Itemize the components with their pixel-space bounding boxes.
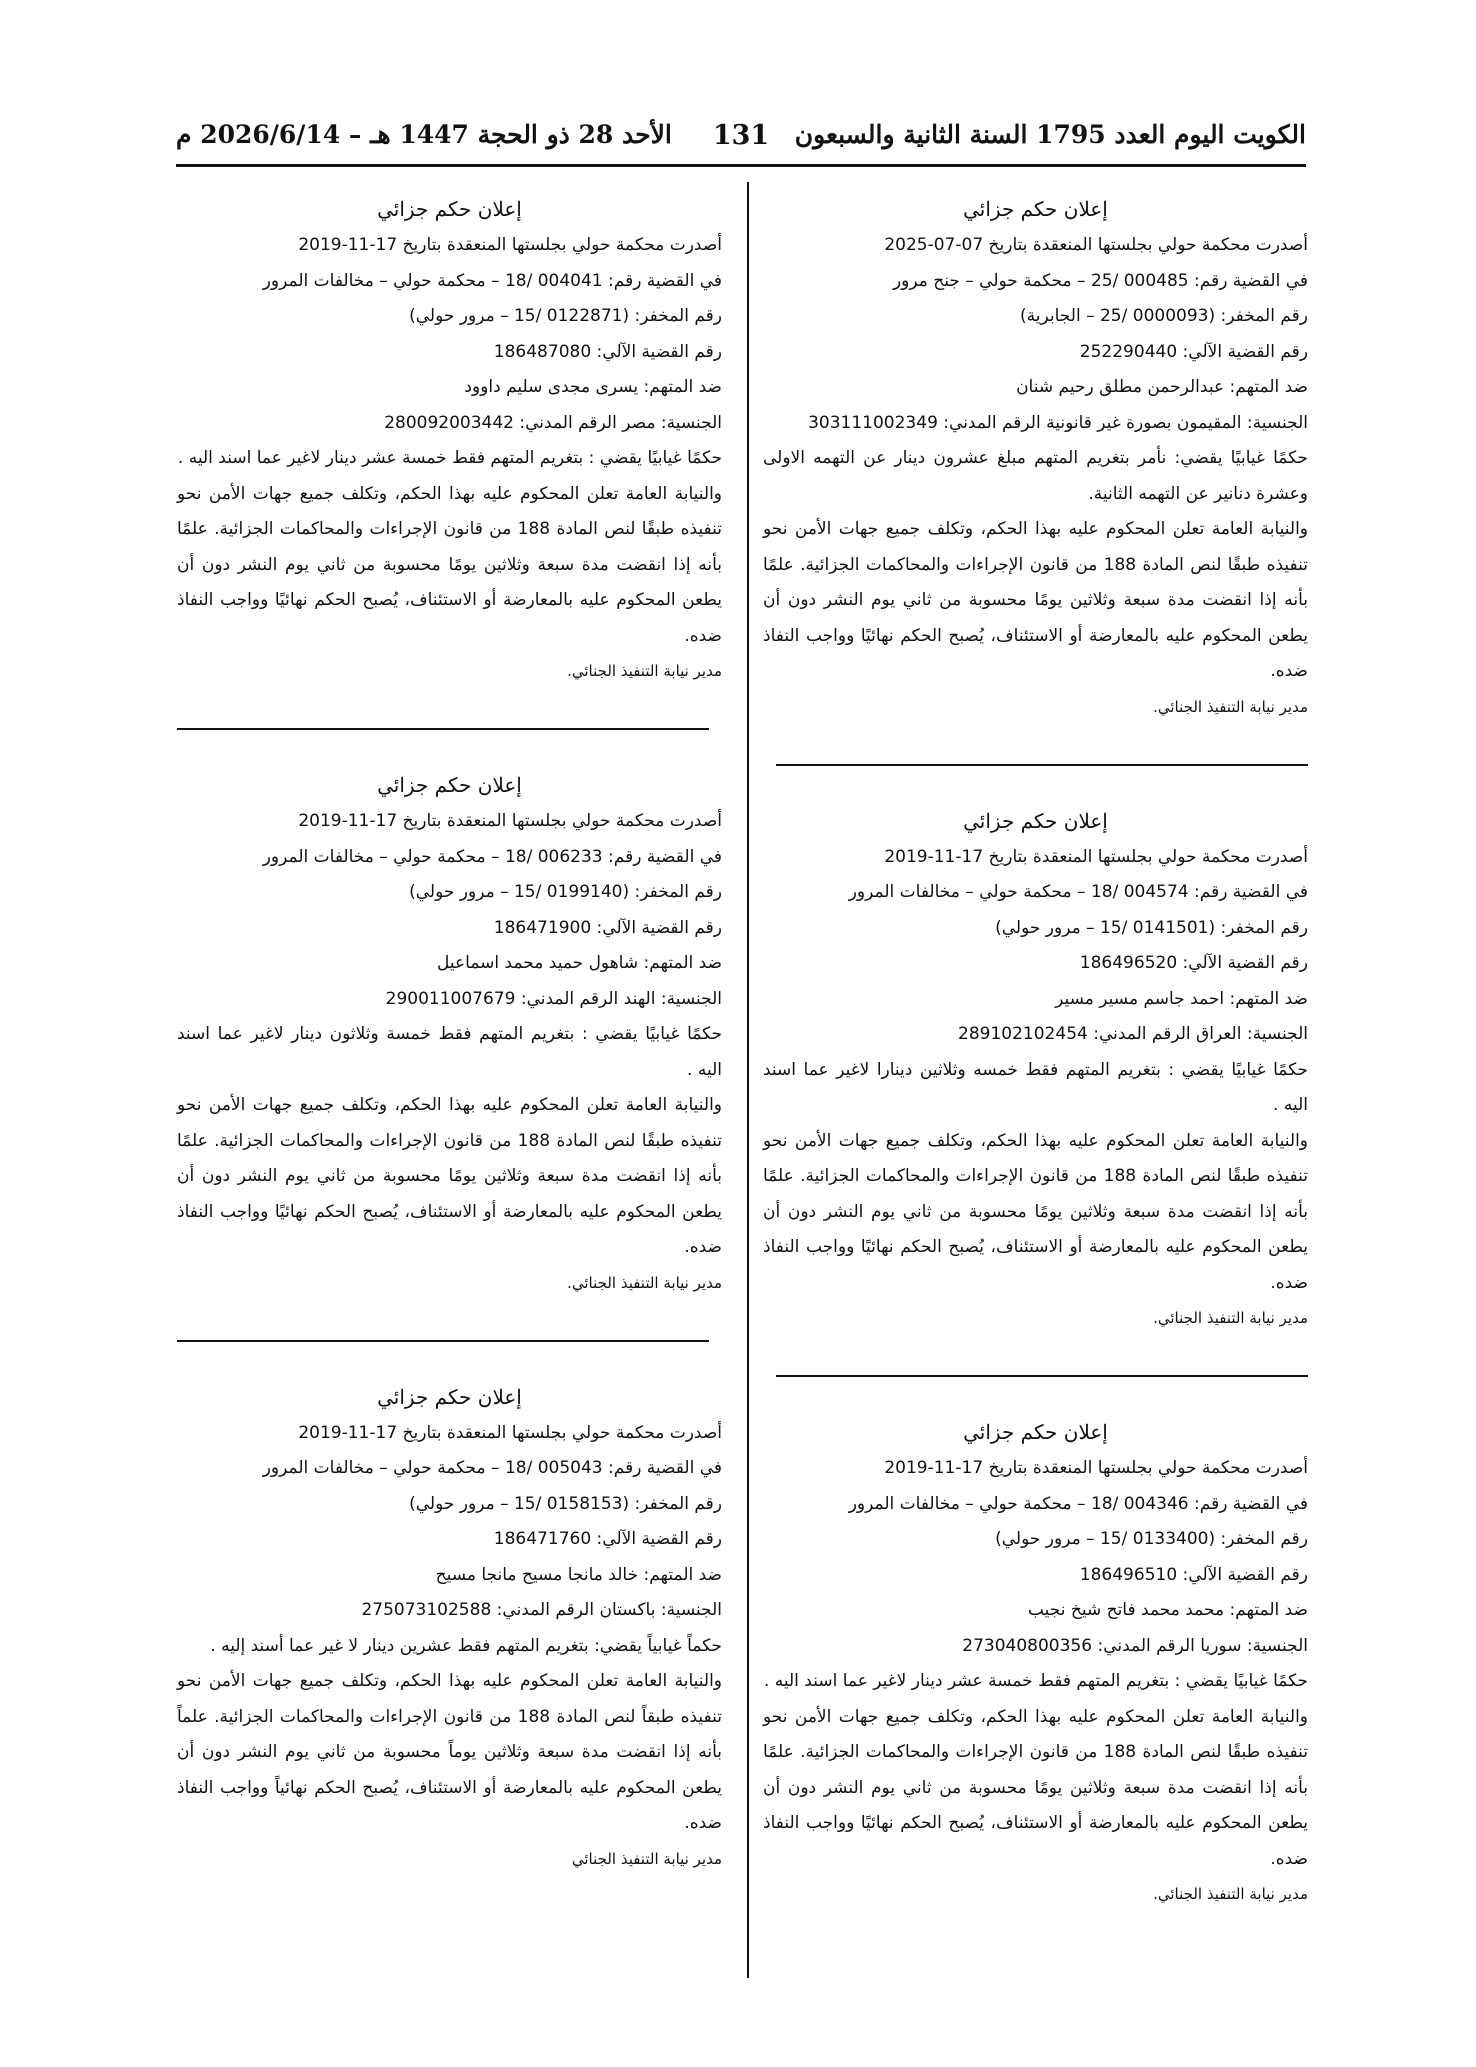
notice-signature: مدير نيابة التنفيذ الجنائي. [1153, 697, 1308, 716]
notice-line: في القضية رقم: 005043 /18 – محكمة حولي – مخالفات المرور [262, 1458, 722, 1478]
notice [177, 1378, 722, 1876]
notice-paragraph: حكمًا غيابيًا يقضي : بتغريم المتهم فقط خمسه وثلاثين دينارا لاغير عما اسند اليه . [763, 1059, 1308, 1115]
notice-line: رقم المخفر: (0199140 /15 – مرور حولي) [409, 882, 722, 902]
notice-line: في القضية رقم: 004574 /18 – محكمة حولي – مخالفات المرور [848, 882, 1308, 902]
notice-line: أصدرت محكمة حولي بجلستها المنعقدة بتاريخ 07-07-2025 [884, 235, 1308, 255]
notice-line: رقم القضية الآلي: 186471900 [493, 917, 722, 938]
notice-separator [776, 764, 1308, 766]
notice-line: الجنسية: الهند الرقم المدني: 290011007679 [385, 988, 722, 1009]
notice-line: أصدرت محكمة حولي بجلستها المنعقدة بتاريخ 17-11-2019 [298, 1422, 722, 1443]
notice-line: ضد المتهم: عبدالرحمن مطلق رحيم شنان [1016, 377, 1308, 397]
notice-signature: مدير نيابة التنفيذ الجنائي. [1153, 1885, 1308, 1903]
notice-title: إعلان حكم جزائي [377, 773, 522, 797]
notice-line: في القضية رقم: 006233 /18 – محكمة حولي – مخالفات المرور [262, 846, 722, 867]
notice-line: أصدرت محكمة حولي بجلستها المنعقدة بتاريخ 17-11-2019 [298, 811, 722, 831]
notice-line: في القضية رقم: 000485 /25 – محكمة حولي – جنح مرور [892, 270, 1308, 291]
notice-separator [776, 1375, 1308, 1377]
notice-line: الجنسية: سوريا الرقم المدني: 273040800356 [962, 1635, 1308, 1656]
notice-line: رقم المخفر: (0133400 /15 – مرور حولي) [995, 1529, 1308, 1549]
notice-line: ضد المتهم: احمد جاسم مسير مسير [1055, 988, 1308, 1009]
notice-paragraph: حكمًا غيابيًا يقضي: نأمر بتغريم المتهم مبلغ عشرون دينار عن التهمه الاولى وعشرة دنانير عن التهمه الثانية. [763, 448, 1308, 504]
notice-line: أصدرت محكمة حولي بجلستها المنعقدة بتاريخ 17-11-2019 [884, 1458, 1308, 1478]
notice-line: ضد المتهم: شاهول حميد محمد اسماعيل [437, 953, 722, 973]
notice-signature: مدير نيابة التنفيذ الجنائي. [1153, 1309, 1308, 1327]
notice [177, 766, 722, 1300]
notice-line: رقم المخفر: (0158153 /15 – مرور حولي) [409, 1493, 722, 1514]
notice-title: إعلان حكم جزائي [377, 197, 522, 221]
notice-paragraph: حكمًا غيابيًا يقضي : بتغريم المتهم فقط خمسة وثلاثون دينار لاغير عما اسند اليه . [177, 1024, 722, 1080]
page-header [176, 120, 1306, 160]
gazette-issue-info: الكويت اليوم العدد 1795 السنة الثانية والسبعون [794, 120, 1306, 149]
notice-line: رقم القضية الآلي: 186487080 [493, 341, 722, 362]
issue-date: الأحد 28 ذو الحجة 1447 هـ – 2026/6/14 م [176, 120, 672, 149]
notice-paragraph: حكمًا غيابيًا يقضي : بتغريم المتهم فقط خمسة عشر دينار لاغير عما اسند اليه . [177, 448, 722, 468]
notice-line: الجنسية: العراق الرقم المدني: 289102102454 [958, 1024, 1308, 1044]
page-number: 131 [712, 120, 770, 151]
notice-line: الجنسية: مصر الرقم المدني: 280092003442 [384, 412, 722, 433]
notice-paragraph: والنيابة العامة تعلن المحكوم عليه بهذا الحكم، وتكلف جميع جهات الأمن نحو تنفيذه طبقًا لنص المادة 188 من قانون الإجراءات والمحاكمات الجزائية. علمًا بأنه إذا انقضت مدة سبعة وثلاثين يومًا محسوبة من ثاني يوم النشر دون أن يطعن المحكوم عليه بالمعارضة أو الاستئناف، يُصبح الحكم نهائيًا وواجب النفاذ ضده. [763, 1130, 1308, 1293]
notice-separator [177, 728, 709, 730]
notice-line: أصدرت محكمة حولي بجلستها المنعقدة بتاريخ 17-11-2019 [298, 235, 722, 255]
notice-title: إعلان حكم جزائي [963, 197, 1108, 221]
notice-line: ضد المتهم: يسرى مجدى سليم داوود [464, 377, 722, 397]
notice-title: إعلان حكم جزائي [963, 1420, 1108, 1444]
left-column [177, 190, 722, 1876]
notice-paragraph: والنيابة العامة تعلن المحكوم عليه بهذا الحكم، وتكلف جميع جهات الأمن نحو تنفيذه طبقًا لنص المادة 188 من قانون الإجراءات والمحاكمات الجزائية. علمًا بأنه إذا انقضت مدة سبعة وثلاثين يومًا محسوبة من ثاني يوم النشر دون أن يطعن المحكوم عليه بالمعارضة أو الاستئناف، يُصبح الحكم نهائيًا وواجب النفاذ ضده. [763, 1706, 1308, 1869]
right-column [763, 190, 1308, 1911]
notice-line: ضد المتهم: خالد مانجا مسيح مانجا مسيح [435, 1564, 722, 1585]
notice-line: رقم القضية الآلي: 186496510 [1079, 1564, 1308, 1585]
notice [763, 1413, 1308, 1911]
notice-line: رقم القضية الآلي: 186496520 [1079, 953, 1308, 973]
notice-paragraph: والنيابة العامة تعلن المحكوم عليه بهذا الحكم، وتكلف جميع جهات الأمن نحو تنفيذه طبقًا لنص المادة 188 من قانون الإجراءات والمحاكمات الجزائية. علمًا بأنه إذا انقضت مدة سبعة وثلاثين يومًا محسوبة من ثاني يوم النشر دون أن يطعن المحكوم عليه بالمعارضة أو الاستئناف، يُصبح الحكم نهائيًا وواجب النفاذ ضده. [763, 519, 1308, 681]
notice-line: في القضية رقم: 004041 /18 – محكمة حولي – مخالفات المرور [262, 270, 722, 291]
notice-signature: مدير نيابة التنفيذ الجنائي. [567, 1273, 722, 1292]
notice-line: رقم المخفر: (0122871 /15 – مرور حولي) [409, 306, 722, 326]
notice-paragraph: حكمًا غيابيًا يقضي : بتغريم المتهم فقط خمسة عشر دينار لاغير عما اسند اليه . [763, 1671, 1308, 1691]
notice-line: الجنسية: باكستان الرقم المدني: 275073102588 [361, 1600, 722, 1620]
notice-title: إعلان حكم جزائي [963, 808, 1108, 833]
notice [763, 190, 1308, 724]
notice-paragraph: والنيابة العامة تعلن المحكوم عليه بهذا الحكم، وتكلف جميع جهات الأمن نحو تنفيذه طبقاً لنص المادة 188 من قانون الإجراءات والمحاكمات الجزائية. علماً بأنه إذا انقضت مدة سبعة وثلاثين يوماً محسوبة من ثاني يوم النشر دون أن يطعن المحكوم عليه بالمعارضة أو الاستئناف، يُصبح الحكم نهائياً وواجب النفاذ ضده. [177, 1671, 722, 1833]
notice-line: رقم المخفر: (0141501 /15 – مرور حولي) [995, 917, 1308, 938]
notice-line: في القضية رقم: 004346 /18 – محكمة حولي – مخالفات المرور [848, 1493, 1308, 1514]
column-divider [747, 182, 749, 1978]
notice-signature: مدير نيابة التنفيذ الجنائي. [567, 662, 722, 680]
header-rule [176, 164, 1306, 167]
notice [177, 190, 722, 688]
notice-paragraph: والنيابة العامة تعلن المحكوم عليه بهذا الحكم، وتكلف جميع جهات الأمن نحو تنفيذه طبقًا لنص المادة 188 من قانون الإجراءات والمحاكمات الجزائية. علمًا بأنه إذا انقضت مدة سبعة وثلاثين يومًا محسوبة من ثاني يوم النشر دون أن يطعن المحكوم عليه بالمعارضة أو الاستئناف، يُصبح الحكم نهائيًا وواجب النفاذ ضده. [177, 483, 722, 646]
notice-title: إعلان حكم جزائي [377, 1384, 522, 1409]
notice-line: رقم المخفر: (0000093 /25 – الجابرية) [1020, 306, 1308, 326]
notice-paragraph: حكماً غيابياً يقضي: بتغريم المتهم فقط عشرين دينار لا غير عما أسند إليه . [210, 1635, 722, 1656]
notice-line: ضد المتهم: محمد محمد فاتح شيخ نجيب [1027, 1600, 1308, 1620]
notice-line: رقم القضية الآلي: 252290440 [1079, 341, 1308, 362]
notice-signature: مدير نيابة التنفيذ الجنائي [571, 1849, 722, 1868]
notice-line: رقم القضية الآلي: 186471760 [493, 1529, 722, 1549]
notice-separator [177, 1340, 709, 1342]
notice [763, 802, 1308, 1336]
notice-line: أصدرت محكمة حولي بجلستها المنعقدة بتاريخ 17-11-2019 [884, 846, 1308, 867]
notice-paragraph: والنيابة العامة تعلن المحكوم عليه بهذا الحكم، وتكلف جميع جهات الأمن نحو تنفيذه طبقًا لنص المادة 188 من قانون الإجراءات والمحاكمات الجزائية. علمًا بأنه إذا انقضت مدة سبعة وثلاثين يومًا محسوبة من ثاني يوم النشر دون أن يطعن المحكوم عليه بالمعارضة أو الاستئناف، يُصبح الحكم نهائيًا وواجب النفاذ ضده. [177, 1095, 722, 1257]
notice-line: الجنسية: المقيمون بصورة غير قانونية الرقم المدني: 303111002349 [808, 412, 1308, 433]
